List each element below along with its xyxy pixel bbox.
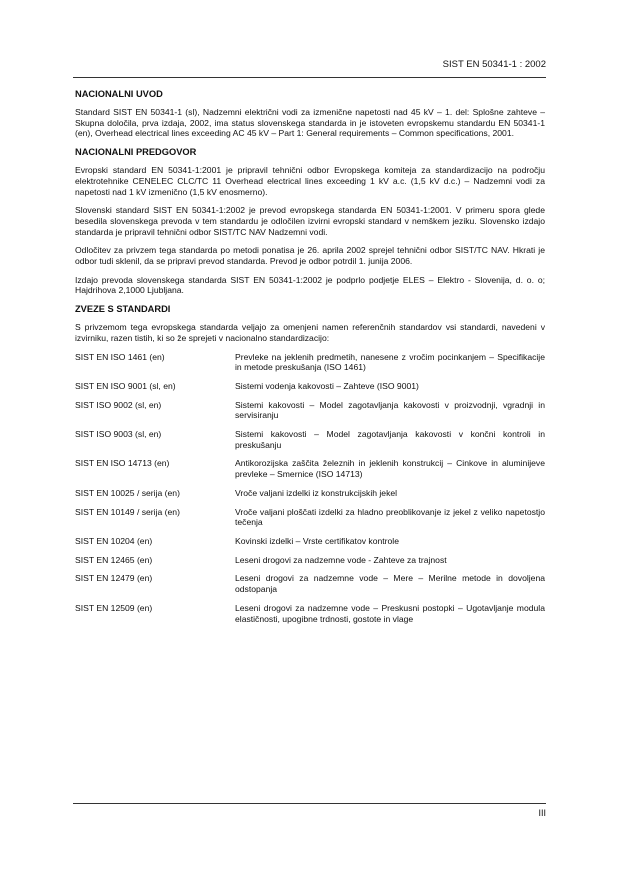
standard-title: Leseni drogovi za nadzemne vode – Mere – Merilne metode in dovoljena odstopanja — [235, 573, 545, 595]
standard-title: Sistemi vodenja kakovosti – Zahteve (ISO 9001) — [235, 380, 419, 391]
standard-code: SIST EN 10025 / serija (en) — [75, 487, 180, 498]
table-row — [75, 507, 545, 536]
section-heading-nacionalni-predgovor: NACIONALNI PREDGOVOR — [75, 147, 197, 158]
paragraph: Odločitev za privzem tega standarda po metodi ponatisa je 26. aprila 2002 sprejel tehnični odbor SIST/TC NAV. Hkrati je odbor tudi sklenil, da se pripravi prevod standarda. Prevod je odbor potrdil 1. junija 2006. — [75, 245, 545, 267]
page-number: III — [538, 808, 546, 818]
table-row — [75, 352, 545, 381]
standard-code: SIST EN ISO 9001 (sl, en) — [75, 380, 176, 391]
table-row — [75, 536, 545, 555]
standard-title: Leseni drogovi za nadzemne vode – Preskusni postopki – Ugotavljanje modula elastičnosti, upogibne trdnosti, gostote in vlage — [235, 602, 545, 624]
header-divider — [73, 77, 546, 78]
standard-code: SIST EN ISO 1461 (en) — [75, 351, 165, 362]
references-intro: S privzemom tega evropskega standarda veljajo za omenjeni namen referenčnih standardov vsi standardi, navedeni v izvirniku, razen tistih, ki so že sprejeti v nacionalno standardizacijo: — [75, 322, 545, 343]
table-row — [75, 603, 545, 632]
section-heading-nacionalni-uvod: NACIONALNI UVOD — [75, 89, 163, 99]
standard-title: Vroče valjani ploščati izdelki za hladno preoblikovanje iz jekel z veliko napetostjo tečenja — [235, 506, 545, 528]
section-heading-zveze-s-standardi: ZVEZE S STANDARDI — [75, 304, 171, 315]
standard-title: Antikorozijska zaščita železnih in jeklenih konstrukcij – Cinkove in aluminijeve prevleke – Smernice (ISO 14713) — [235, 458, 545, 480]
paragraph: Standard SIST EN 50341-1 (sl), Nadzemni električni vodi za izmenične napetosti nad 45 kV – 1. del: Splošne zahteve – Skupna določila, prva izdaja, 2002, ima status slovenskega standarda in je istoveten evropskemu standardu EN 50341-1 (en), Overhead electrical lines exceeding AC 45 kV – Part 1: General requirements – Common specifications, 2001. — [75, 107, 545, 139]
table-row — [75, 381, 545, 400]
table-row — [75, 488, 545, 507]
standard-code: SIST EN 12479 (en) — [75, 573, 153, 584]
standard-code: SIST EN 10149 / serija (en) — [75, 506, 180, 517]
table-row — [75, 400, 545, 429]
standard-title: Leseni drogovi za nadzemne vode - Zahteve za trajnost — [235, 554, 447, 565]
table-row — [75, 573, 545, 602]
footer-divider — [73, 803, 546, 804]
standard-title: Sistemi kakovosti – Model zagotavljanja kakovosti v končni kontroli in preskušanju — [235, 429, 545, 450]
paragraph: Slovenski standard SIST EN 50341-1:2002 je prevod evropskega standarda EN 50341-1:2001. V primeru spora glede besedila slovenskega prevoda v tem standardu je odločilen izvirni evropski standard v nemškem jeziku. Slovensko izdajo standarda je pripravil tehnični odbor SIST/TC NAV Nadzemni vodi. — [75, 205, 545, 237]
table-row — [75, 555, 545, 574]
standard-code: SIST EN ISO 14713 (en) — [75, 458, 170, 469]
standard-code: SIST EN 12509 (en) — [75, 602, 153, 613]
table-row — [75, 429, 545, 458]
references-table — [75, 352, 545, 633]
standard-title: Kovinski izdelki – Vrste certifikatov kontrole — [235, 535, 399, 546]
page-content — [75, 89, 545, 632]
standard-title: Vroče valjani izdelki iz konstrukcijskih jekel — [235, 487, 398, 498]
table-row — [75, 458, 545, 487]
standard-title: Sistemi kakovosti – Model zagotavljanja kakovosti v proizvodnji, vgradnji in servisiranju — [235, 399, 545, 421]
paragraph: Izdajo prevoda slovenskega standarda SIST EN 50341-1:2002 je podprlo podjetje ELES – Elektro - Slovenija, d. o. o; Hajdrihova 2,1000 Ljubljana. — [75, 274, 545, 296]
standard-code: SIST EN 12465 (en) — [75, 554, 153, 565]
standard-title: Prevleke na jeklenih predmetih, nanesene z vročim pocinkanjem – Specifikacije in metode preskušanja (ISO 1461) — [235, 351, 545, 373]
standard-code: SIST ISO 9002 (sl, en) — [75, 399, 162, 410]
paragraph: Evropski standard EN 50341-1:2001 je pripravil tehnični odbor Evropskega komiteja za standardizacijo na področju elektrotehnike CENELEC CLC/TC 11 Overhead electrical lines exceeding 1 kV a.c. (1,5 kV d.c.) – Nadzemni vodi za napetosti nad 1 kV izmenično (1,5 kV enosmerno). — [75, 165, 545, 197]
standard-code: SIST EN 10204 (en) — [75, 535, 153, 546]
header-doc-id: SIST EN 50341-1 : 2002 — [442, 59, 546, 70]
standard-code: SIST ISO 9003 (sl, en) — [75, 429, 162, 440]
